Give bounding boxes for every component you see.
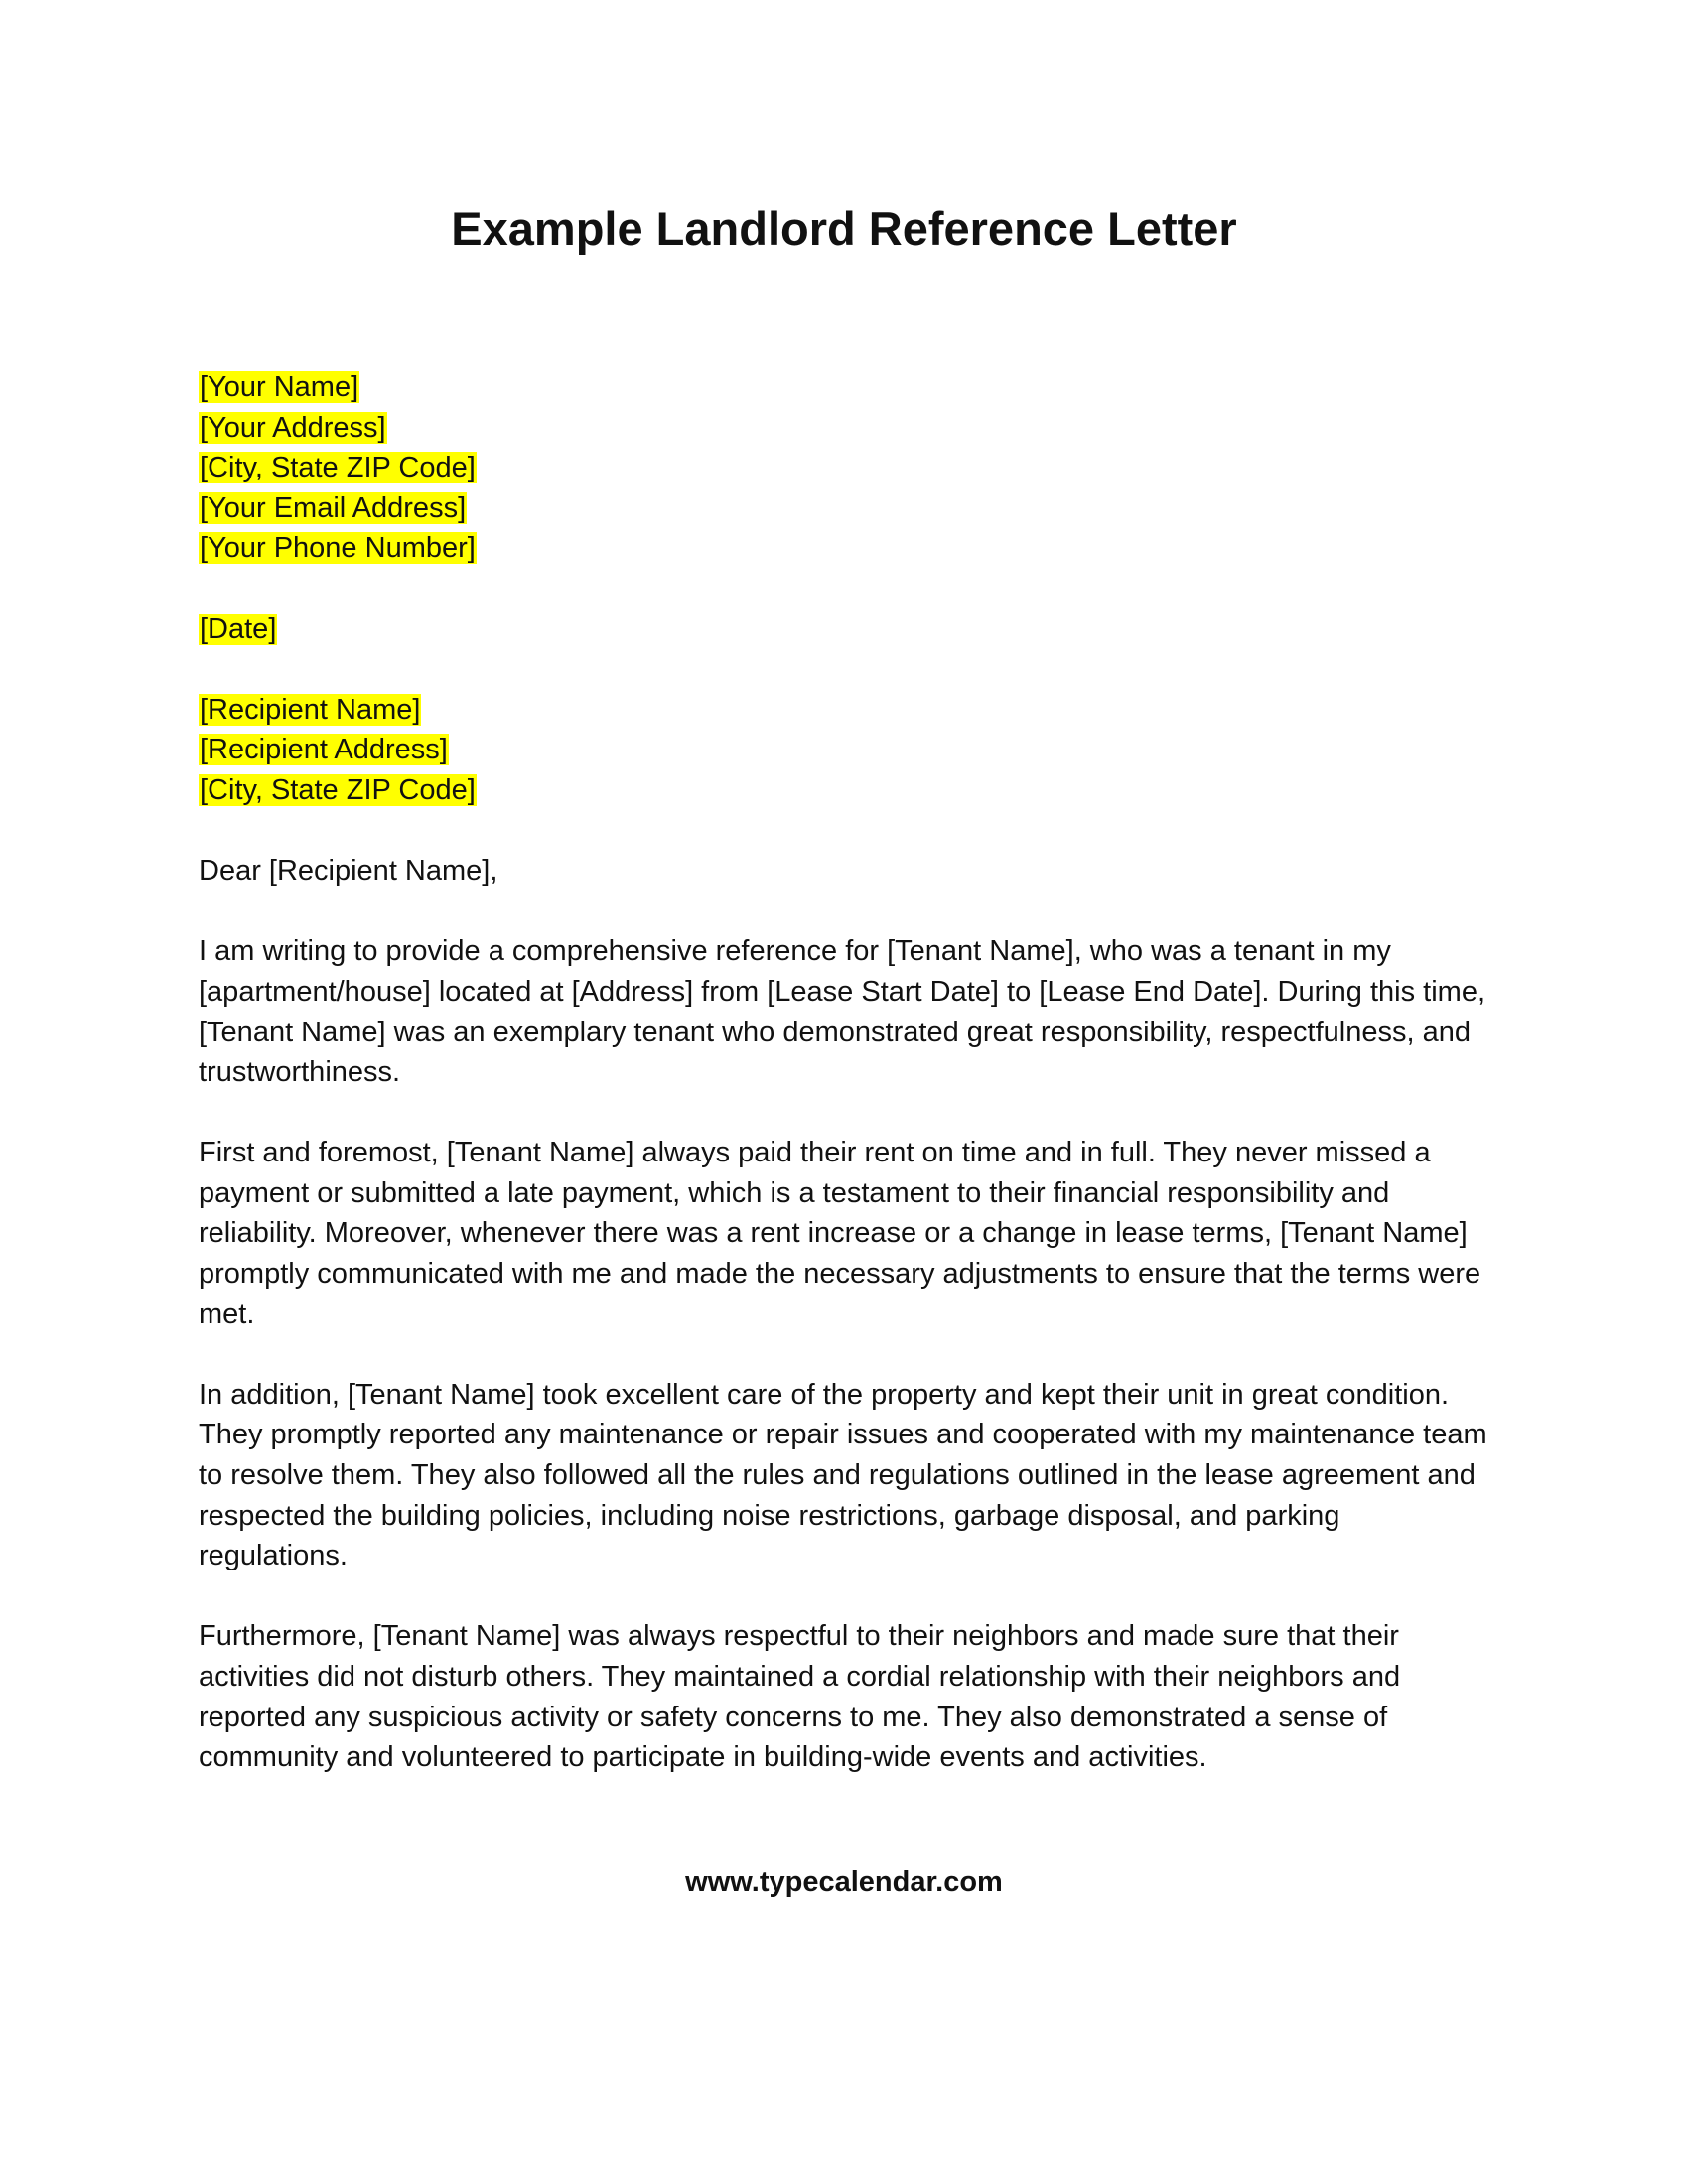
- sender-city-state-zip: [City, State ZIP Code]: [200, 452, 476, 484]
- footer-website: www.typecalendar.com: [685, 1866, 1003, 1898]
- sender-email: [Your Email Address]: [200, 491, 467, 524]
- recipient-name: [Recipient Name]: [200, 693, 421, 726]
- recipient-city-state-zip: [City, State ZIP Code]: [200, 773, 476, 806]
- body-paragraph-3: In addition, [Tenant Name] took excellent care of the property and kept their unit in great condition. They promptly reported any maintenance or repair issues and cooperated with my maintenance team to resolve them. They also followed all the rules and regulations outlined in the lease agreement and respected the building policies, including noise restrictions, garbage disposal, and parking regulations.: [199, 1378, 1487, 1572]
- sender-block: [199, 367, 1489, 569]
- date-block: [199, 610, 1489, 650]
- document-title: Example Landlord Reference Letter: [451, 203, 1237, 255]
- sender-line: [199, 448, 1489, 488]
- recipient-line: [199, 730, 1489, 770]
- date-line: [199, 610, 1489, 650]
- recipient-address: [Recipient Address]: [200, 734, 448, 766]
- sender-line: [199, 488, 1489, 529]
- body-paragraph-4: Furthermore, [Tenant Name] was always respectful to their neighbors and made sure that their activities did not disturb others. They maintained a cordial relationship with their neighbors and reported any suspicious activity or safety concerns to me. They also demonstrated a sense of community and volunteered to participate in building-wide events and activities.: [199, 1620, 1401, 1774]
- recipient-block: [199, 690, 1489, 811]
- sender-phone: [Your Phone Number]: [200, 532, 476, 565]
- sender-name: [Your Name]: [200, 371, 359, 403]
- letter-body: [199, 367, 1489, 1818]
- sender-line: [199, 408, 1489, 449]
- sender-address: [Your Address]: [200, 411, 386, 444]
- recipient-line: [199, 770, 1489, 811]
- recipient-line: [199, 690, 1489, 731]
- sender-line: [199, 528, 1489, 569]
- salutation: Dear [Recipient Name],: [199, 855, 498, 887]
- letter-date: [Date]: [200, 613, 277, 645]
- sender-line: [199, 367, 1489, 408]
- body-paragraph-2: First and foremost, [Tenant Name] always paid their rent on time and in full. They never missed a payment or submitted a late payment, which is a testament to their financial responsibility and reliability. Moreover, whenever there was a rent increase or a change in lease terms, [Tenant Name] promptly communicated with me and made the necessary adjustments to ensure that the terms were met.: [199, 1137, 1481, 1330]
- body-paragraph-1: I am writing to provide a comprehensive reference for [Tenant Name], who was a tenant in my [apartment/house] located at [Address] from [Lease Start Date] to [Lease End Date]. During this time, [Tenant Name] was an exemplary tenant who demonstrated great responsibility, respectfulness, and trustworthiness.: [199, 935, 1486, 1089]
